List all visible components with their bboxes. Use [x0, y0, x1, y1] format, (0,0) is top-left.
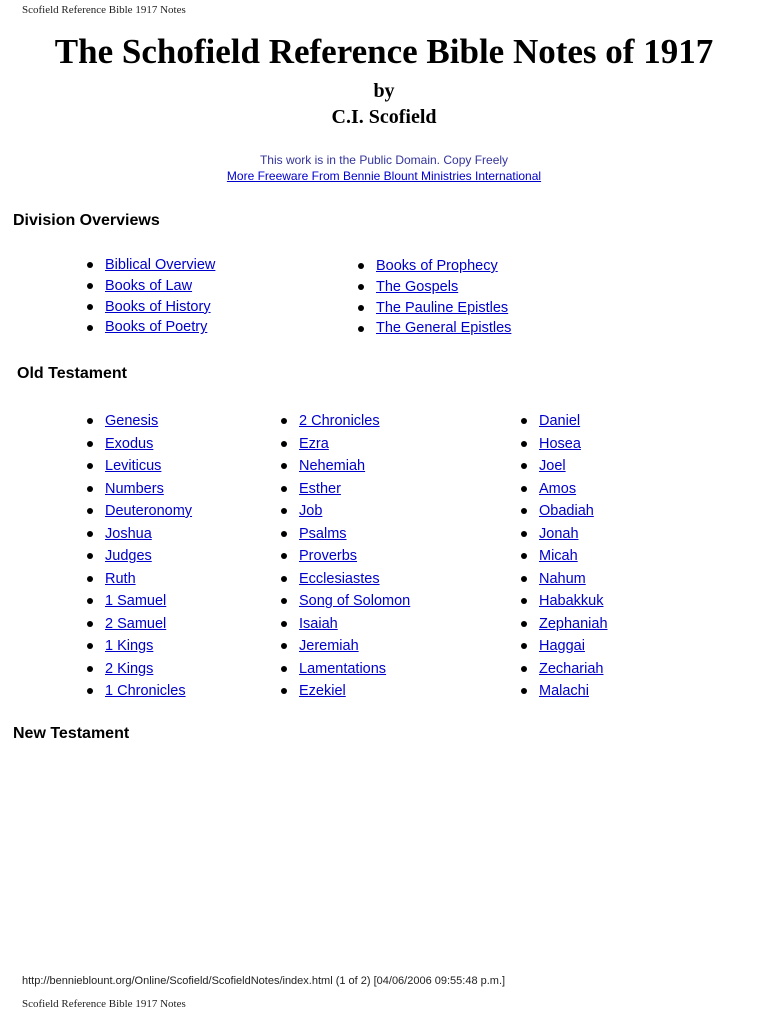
book-link[interactable]: Nahum — [539, 570, 586, 587]
book-link[interactable]: Job — [299, 503, 323, 519]
list-item — [84, 523, 192, 546]
old-testament-list-col3 — [518, 410, 608, 703]
book-link[interactable]: Ruth — [105, 570, 136, 587]
book-link[interactable]: Obadiah — [539, 503, 594, 519]
list-item — [278, 478, 410, 501]
list-item — [518, 590, 608, 613]
book-link[interactable]: Micah — [539, 548, 578, 564]
list-item — [84, 478, 192, 501]
page-footer: Scofield Reference Bible 1917 Notes — [22, 998, 186, 1010]
page-header: Scofield Reference Bible 1917 Notes — [22, 4, 186, 16]
book-link[interactable]: Ezekiel — [299, 683, 346, 699]
book-link[interactable]: Books of Poetry — [105, 319, 208, 336]
book-link[interactable]: Jeremiah — [299, 638, 359, 654]
book-link[interactable]: Exodus — [105, 435, 154, 452]
page-title: The Schofield Reference Bible Notes of 1917 — [54, 32, 714, 71]
list-item — [84, 613, 192, 636]
list-item — [84, 500, 192, 523]
new-testament-heading: New Testament — [13, 725, 130, 742]
by-label: by — [373, 80, 395, 102]
division-overviews-heading: Division Overviews — [13, 212, 160, 229]
list-item — [518, 410, 608, 433]
freeware-link[interactable]: More Freeware From Bennie Blount Ministries International — [226, 169, 542, 183]
book-link[interactable]: Books of Law — [105, 277, 193, 294]
book-link[interactable]: 1 Samuel — [105, 593, 167, 609]
book-link[interactable]: Ezra — [299, 435, 329, 452]
division-list-right — [355, 256, 511, 339]
book-link[interactable]: Judges — [105, 548, 152, 564]
list-item — [278, 635, 410, 658]
list-item — [355, 298, 511, 319]
author-name: C.I. Scofield — [331, 106, 437, 128]
list-item — [278, 568, 410, 591]
list-item — [278, 680, 410, 703]
list-item — [278, 410, 410, 433]
book-link[interactable]: Biblical Overview — [105, 257, 216, 273]
book-link[interactable]: Lamentations — [299, 660, 387, 677]
old-testament-heading: Old Testament — [17, 365, 127, 382]
list-item — [518, 545, 608, 568]
list-item — [84, 433, 192, 456]
book-link[interactable]: 1 Chronicles — [105, 683, 186, 699]
book-link[interactable]: Amos — [539, 480, 577, 497]
list-item — [518, 523, 608, 546]
list-item — [84, 297, 215, 318]
list-item — [518, 658, 608, 681]
list-item — [278, 590, 410, 613]
list-item — [84, 568, 192, 591]
book-link[interactable]: Nehemiah — [299, 458, 366, 474]
book-link[interactable]: Books of Prophecy — [376, 258, 498, 274]
list-item — [518, 478, 608, 501]
book-link[interactable]: Proverbs — [299, 548, 358, 564]
book-link[interactable]: Isaiah — [299, 615, 338, 632]
list-item — [84, 276, 215, 297]
list-item — [518, 568, 608, 591]
book-link[interactable]: Joshua — [105, 525, 152, 542]
book-link[interactable]: The Gospels — [376, 278, 459, 295]
book-link[interactable]: The Pauline Epistles — [376, 299, 509, 316]
book-link[interactable]: Jonah — [539, 525, 579, 542]
list-item — [84, 410, 192, 433]
list-item — [278, 433, 410, 456]
division-list-left — [84, 255, 215, 338]
list-item — [518, 635, 608, 658]
list-item — [278, 613, 410, 636]
book-link[interactable]: Deuteronomy — [105, 503, 193, 519]
list-item — [518, 500, 608, 523]
book-link[interactable]: 2 Chronicles — [299, 413, 380, 429]
list-item — [84, 590, 192, 613]
list-item — [84, 545, 192, 568]
list-item — [278, 455, 410, 478]
book-link[interactable]: Books of History — [105, 298, 211, 315]
book-link[interactable]: Zephaniah — [539, 615, 608, 632]
book-link[interactable]: Zechariah — [539, 660, 604, 677]
book-link[interactable]: Haggai — [539, 638, 585, 654]
book-link[interactable]: Joel — [539, 458, 566, 474]
list-item — [355, 318, 511, 339]
list-item — [355, 256, 511, 277]
list-item — [518, 433, 608, 456]
list-item — [518, 613, 608, 636]
book-link[interactable]: Malachi — [539, 683, 589, 699]
book-link[interactable]: 2 Samuel — [105, 615, 167, 632]
list-item — [355, 277, 511, 298]
book-link[interactable]: 1 Kings — [105, 638, 154, 654]
list-item — [84, 680, 192, 703]
old-testament-list-col2 — [278, 410, 410, 703]
list-item — [84, 635, 192, 658]
list-item — [518, 680, 608, 703]
book-link[interactable]: 2 Kings — [105, 660, 154, 677]
book-link[interactable]: Genesis — [105, 413, 159, 429]
list-item — [84, 317, 215, 338]
book-link[interactable]: Leviticus — [105, 458, 162, 474]
list-item — [278, 523, 410, 546]
old-testament-list-col1 — [84, 410, 192, 703]
book-link[interactable]: Daniel — [539, 413, 581, 429]
public-domain-notice: This work is in the Public Domain. Copy Freely — [259, 153, 509, 167]
list-item — [84, 455, 192, 478]
list-item — [518, 455, 608, 478]
book-link[interactable]: Ecclesiastes — [299, 570, 380, 587]
footer-url: http://bennieblount.org/Online/Scofield/ScofieldNotes/index.html (1 of 2) [04/06/2006 09:55:48 p.m.] — [22, 975, 506, 987]
list-item — [278, 545, 410, 568]
book-link[interactable]: Hosea — [539, 435, 581, 452]
freeware-link-line — [0, 169, 768, 184]
book-link[interactable]: Song of Solomon — [299, 593, 411, 609]
book-link[interactable]: Psalms — [299, 525, 347, 542]
list-item — [278, 500, 410, 523]
list-item — [84, 255, 215, 276]
book-link[interactable]: The General Epistles — [376, 320, 512, 337]
list-item — [84, 658, 192, 681]
list-item — [278, 658, 410, 681]
book-link[interactable]: Habakkuk — [539, 593, 604, 609]
book-link[interactable]: Numbers — [105, 480, 164, 497]
book-link[interactable]: Esther — [299, 480, 341, 497]
